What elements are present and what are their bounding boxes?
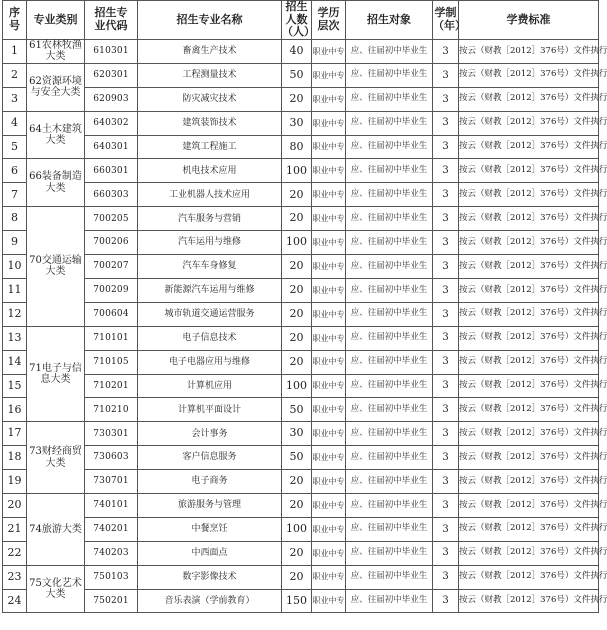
enrollment-count: 80 bbox=[282, 135, 312, 159]
education-level: 职业中专 bbox=[312, 326, 346, 350]
major-code: 700604 bbox=[85, 302, 138, 326]
major-code: 710105 bbox=[85, 350, 138, 374]
tuition-standard: 按云（财教［2012］376号）文件执行 bbox=[459, 87, 599, 111]
study-years: 3 bbox=[433, 111, 459, 135]
row-number: 18 bbox=[3, 446, 27, 470]
row-number: 21 bbox=[3, 517, 27, 541]
table-row bbox=[3, 398, 599, 422]
education-level: 职业中专 bbox=[312, 111, 346, 135]
education-level: 职业中专 bbox=[312, 231, 346, 255]
enrollment-count: 20 bbox=[282, 302, 312, 326]
study-years: 3 bbox=[433, 493, 459, 517]
row-number: 13 bbox=[3, 326, 27, 350]
enrollment-count: 30 bbox=[282, 111, 312, 135]
major-name: 防灾减灾技术 bbox=[138, 87, 282, 111]
tuition-standard: 按云（财教［2012］376号）文件执行 bbox=[459, 135, 599, 159]
table-row bbox=[3, 255, 599, 279]
row-number: 19 bbox=[3, 470, 27, 494]
major-name: 客户信息服务 bbox=[138, 446, 282, 470]
education-level: 职业中专 bbox=[312, 422, 346, 446]
enrollment-count: 30 bbox=[282, 422, 312, 446]
education-level: 职业中专 bbox=[312, 207, 346, 231]
study-years: 3 bbox=[433, 183, 459, 207]
study-years: 3 bbox=[433, 422, 459, 446]
education-level: 职业中专 bbox=[312, 589, 346, 613]
table-row bbox=[3, 541, 599, 565]
major-name: 中西面点 bbox=[138, 541, 282, 565]
enrollment-target: 应、往届初中毕业生 bbox=[346, 470, 433, 494]
study-years: 3 bbox=[433, 374, 459, 398]
header-years: 学制 （年） bbox=[433, 1, 459, 40]
education-level: 职业中专 bbox=[312, 517, 346, 541]
tuition-standard: 按云（财教［2012］376号）文件执行 bbox=[459, 159, 599, 183]
enrollment-target: 应、往届初中毕业生 bbox=[346, 278, 433, 302]
tuition-standard: 按云（财教［2012］376号）文件执行 bbox=[459, 493, 599, 517]
enrollment-target: 应、往届初中毕业生 bbox=[346, 159, 433, 183]
table-row bbox=[3, 231, 599, 255]
major-code: 710201 bbox=[85, 374, 138, 398]
tuition-standard: 按云（财教［2012］376号）文件执行 bbox=[459, 565, 599, 589]
study-years: 3 bbox=[433, 350, 459, 374]
row-number: 11 bbox=[3, 278, 27, 302]
major-code: 700209 bbox=[85, 278, 138, 302]
tuition-standard: 按云（财教［2012］376号）文件执行 bbox=[459, 350, 599, 374]
education-level: 职业中专 bbox=[312, 350, 346, 374]
enrollment-count: 150 bbox=[282, 589, 312, 613]
major-name: 汽车服务与营销 bbox=[138, 207, 282, 231]
major-name: 工业机器人技术应用 bbox=[138, 183, 282, 207]
enrollment-target: 应、往届初中毕业生 bbox=[346, 231, 433, 255]
enrollment-target: 应、往届初中毕业生 bbox=[346, 517, 433, 541]
enrollment-count: 100 bbox=[282, 159, 312, 183]
row-number: 17 bbox=[3, 422, 27, 446]
study-years: 3 bbox=[433, 326, 459, 350]
major-name: 建筑装饰技术 bbox=[138, 111, 282, 135]
enrollment-table bbox=[2, 0, 607, 613]
header-name: 招生专业名称 bbox=[138, 1, 282, 40]
tuition-standard: 按云（财教［2012］376号）文件执行 bbox=[459, 207, 599, 231]
tuition-standard: 按云（财教［2012］376号）文件执行 bbox=[459, 302, 599, 326]
table-row bbox=[3, 374, 599, 398]
enrollment-count: 20 bbox=[282, 278, 312, 302]
enrollment-count: 20 bbox=[282, 207, 312, 231]
study-years: 3 bbox=[433, 135, 459, 159]
row-number: 12 bbox=[3, 302, 27, 326]
tuition-standard: 按云（财教［2012］376号）文件执行 bbox=[459, 326, 599, 350]
major-code: 610301 bbox=[85, 39, 138, 63]
enrollment-target: 应、往届初中毕业生 bbox=[346, 326, 433, 350]
education-level: 职业中专 bbox=[312, 63, 346, 87]
major-code: 640301 bbox=[85, 135, 138, 159]
major-name: 电子商务 bbox=[138, 470, 282, 494]
enrollment-count: 40 bbox=[282, 39, 312, 63]
enrollment-count: 20 bbox=[282, 541, 312, 565]
row-number: 8 bbox=[3, 207, 27, 231]
study-years: 3 bbox=[433, 517, 459, 541]
study-years: 3 bbox=[433, 207, 459, 231]
header-count: 招生 人数 （人） bbox=[282, 0, 315, 39]
enrollment-count: 20 bbox=[282, 493, 312, 517]
enrollment-count: 20 bbox=[282, 183, 312, 207]
education-level: 职业中专 bbox=[312, 183, 346, 207]
enrollment-target: 应、往届初中毕业生 bbox=[346, 183, 433, 207]
enrollment-count: 20 bbox=[282, 87, 312, 111]
enrollment-target: 应、往届初中毕业生 bbox=[346, 87, 433, 111]
major-name: 音乐表演（学前教育） bbox=[138, 589, 282, 613]
major-name: 计算机应用 bbox=[138, 374, 282, 398]
education-level: 职业中专 bbox=[312, 278, 346, 302]
study-years: 3 bbox=[433, 159, 459, 183]
row-number: 20 bbox=[3, 493, 27, 517]
major-name: 电子信息技术 bbox=[138, 326, 282, 350]
category-cell: 74旅游大类 bbox=[27, 493, 85, 565]
row-number: 3 bbox=[3, 87, 27, 111]
table-row bbox=[3, 159, 599, 183]
category-cell: 66装备制造大类 bbox=[27, 159, 85, 207]
study-years: 3 bbox=[433, 565, 459, 589]
tuition-standard: 按云（财教［2012］376号）文件执行 bbox=[459, 278, 599, 302]
major-code: 700205 bbox=[85, 207, 138, 231]
category-cell: 61农林牧渔大类 bbox=[27, 39, 85, 63]
tuition-standard: 按云（财教［2012］376号）文件执行 bbox=[459, 422, 599, 446]
major-name: 建筑工程施工 bbox=[138, 135, 282, 159]
enrollment-count: 100 bbox=[282, 231, 312, 255]
category-cell: 75文化艺术大类 bbox=[27, 565, 85, 613]
table-row bbox=[3, 350, 599, 374]
major-code: 620301 bbox=[85, 63, 138, 87]
tuition-standard: 按云（财教［2012］376号）文件执行 bbox=[459, 470, 599, 494]
table-row bbox=[3, 87, 599, 111]
enrollment-count: 50 bbox=[282, 398, 312, 422]
table-row bbox=[3, 470, 599, 494]
header-fee: 学费标准 bbox=[459, 1, 599, 40]
education-level: 职业中专 bbox=[312, 135, 346, 159]
category-cell: 62资源环境与安全大类 bbox=[27, 63, 85, 111]
major-name: 新能源汽车运用与维修 bbox=[138, 278, 282, 302]
row-number: 6 bbox=[3, 159, 27, 183]
tuition-standard: 按云（财教［2012］376号）文件执行 bbox=[459, 231, 599, 255]
row-number: 16 bbox=[3, 398, 27, 422]
major-name: 城市轨道交通运营服务 bbox=[138, 302, 282, 326]
enrollment-target: 应、往届初中毕业生 bbox=[346, 541, 433, 565]
row-number: 23 bbox=[3, 565, 27, 589]
major-code: 640302 bbox=[85, 111, 138, 135]
study-years: 3 bbox=[433, 470, 459, 494]
education-level: 职业中专 bbox=[312, 446, 346, 470]
major-code: 740203 bbox=[85, 541, 138, 565]
study-years: 3 bbox=[433, 255, 459, 279]
study-years: 3 bbox=[433, 278, 459, 302]
enrollment-count: 20 bbox=[282, 326, 312, 350]
education-level: 职业中专 bbox=[312, 398, 346, 422]
major-code: 710210 bbox=[85, 398, 138, 422]
tuition-standard: 按云（财教［2012］376号）文件执行 bbox=[459, 374, 599, 398]
study-years: 3 bbox=[433, 589, 459, 613]
study-years: 3 bbox=[433, 446, 459, 470]
tuition-standard: 按云（财教［2012］376号）文件执行 bbox=[459, 63, 599, 87]
major-code: 750103 bbox=[85, 565, 138, 589]
table-row bbox=[3, 422, 599, 446]
table-row bbox=[3, 589, 599, 613]
enrollment-count: 50 bbox=[282, 63, 312, 87]
study-years: 3 bbox=[433, 302, 459, 326]
header-level: 学历 层次 bbox=[312, 1, 346, 40]
education-level: 职业中专 bbox=[312, 374, 346, 398]
major-name: 汽车运用与维修 bbox=[138, 231, 282, 255]
enrollment-target: 应、往届初中毕业生 bbox=[346, 135, 433, 159]
major-name: 数字影像技术 bbox=[138, 565, 282, 589]
education-level: 职业中专 bbox=[312, 87, 346, 111]
table-row bbox=[3, 111, 599, 135]
major-code: 740101 bbox=[85, 493, 138, 517]
major-code: 740201 bbox=[85, 517, 138, 541]
major-code: 620903 bbox=[85, 87, 138, 111]
enrollment-target: 应、往届初中毕业生 bbox=[346, 111, 433, 135]
row-number: 7 bbox=[3, 183, 27, 207]
study-years: 3 bbox=[433, 541, 459, 565]
row-number: 24 bbox=[3, 589, 27, 613]
tuition-standard: 按云（财教［2012］376号）文件执行 bbox=[459, 39, 599, 63]
major-name: 电子电器应用与维修 bbox=[138, 350, 282, 374]
major-code: 750201 bbox=[85, 589, 138, 613]
table-row bbox=[3, 135, 599, 159]
education-level: 职业中专 bbox=[312, 159, 346, 183]
major-name: 旅游服务与管理 bbox=[138, 493, 282, 517]
education-level: 职业中专 bbox=[312, 541, 346, 565]
enrollment-count: 20 bbox=[282, 255, 312, 279]
table-row bbox=[3, 39, 599, 63]
major-name: 中餐烹饪 bbox=[138, 517, 282, 541]
education-level: 职业中专 bbox=[312, 302, 346, 326]
table-row bbox=[3, 326, 599, 350]
tuition-standard: 按云（财教［2012］376号）文件执行 bbox=[459, 111, 599, 135]
table-row bbox=[3, 493, 599, 517]
enrollment-target: 应、往届初中毕业生 bbox=[346, 589, 433, 613]
table-row bbox=[3, 63, 599, 87]
enrollment-target: 应、往届初中毕业生 bbox=[346, 565, 433, 589]
major-name: 畜禽生产技术 bbox=[138, 39, 282, 63]
category-cell: 71电子与信息大类 bbox=[27, 326, 85, 422]
header-category: 专业类别 bbox=[27, 1, 85, 40]
enrollment-target: 应、往届初中毕业生 bbox=[346, 255, 433, 279]
enrollment-count: 20 bbox=[282, 350, 312, 374]
row-number: 15 bbox=[3, 374, 27, 398]
row-number: 10 bbox=[3, 255, 27, 279]
education-level: 职业中专 bbox=[312, 493, 346, 517]
row-number: 14 bbox=[3, 350, 27, 374]
enrollment-target: 应、往届初中毕业生 bbox=[346, 398, 433, 422]
enrollment-target: 应、往届初中毕业生 bbox=[346, 39, 433, 63]
study-years: 3 bbox=[433, 39, 459, 63]
row-number: 2 bbox=[3, 63, 27, 87]
enrollment-count: 100 bbox=[282, 374, 312, 398]
education-level: 职业中专 bbox=[312, 39, 346, 63]
tuition-standard: 按云（财教［2012］376号）文件执行 bbox=[459, 183, 599, 207]
major-name: 工程测量技术 bbox=[138, 63, 282, 87]
education-level: 职业中专 bbox=[312, 255, 346, 279]
enrollment-target: 应、往届初中毕业生 bbox=[346, 207, 433, 231]
table-row bbox=[3, 183, 599, 207]
tuition-standard: 按云（财教［2012］376号）文件执行 bbox=[459, 398, 599, 422]
category-cell: 73财经商贸大类 bbox=[27, 422, 85, 494]
table-row bbox=[3, 207, 599, 231]
tuition-standard: 按云（财教［2012］376号）文件执行 bbox=[459, 589, 599, 613]
major-code: 730701 bbox=[85, 470, 138, 494]
enrollment-target: 应、往届初中毕业生 bbox=[346, 374, 433, 398]
major-code: 660303 bbox=[85, 183, 138, 207]
enrollment-target: 应、往届初中毕业生 bbox=[346, 422, 433, 446]
header-code: 招生专 业代码 bbox=[85, 1, 138, 40]
table-row bbox=[3, 446, 599, 470]
enrollment-count: 50 bbox=[282, 446, 312, 470]
major-code: 660301 bbox=[85, 159, 138, 183]
education-level: 职业中专 bbox=[312, 565, 346, 589]
study-years: 3 bbox=[433, 63, 459, 87]
study-years: 3 bbox=[433, 87, 459, 111]
row-number: 4 bbox=[3, 111, 27, 135]
table-row bbox=[3, 278, 599, 302]
major-name: 汽车车身修复 bbox=[138, 255, 282, 279]
row-number: 22 bbox=[3, 541, 27, 565]
tuition-standard: 按云（财教［2012］376号）文件执行 bbox=[459, 541, 599, 565]
enrollment-count: 20 bbox=[282, 470, 312, 494]
major-code: 700206 bbox=[85, 231, 138, 255]
study-years: 3 bbox=[433, 398, 459, 422]
header-row bbox=[3, 1, 599, 40]
major-name: 计算机平面设计 bbox=[138, 398, 282, 422]
tuition-standard: 按云（财教［2012］376号）文件执行 bbox=[459, 446, 599, 470]
row-number: 5 bbox=[3, 135, 27, 159]
major-name: 会计事务 bbox=[138, 422, 282, 446]
table-row bbox=[3, 517, 599, 541]
enrollment-target: 应、往届初中毕业生 bbox=[346, 302, 433, 326]
table-row bbox=[3, 565, 599, 589]
header-no: 序 号 bbox=[3, 1, 27, 40]
enrollment-target: 应、往届初中毕业生 bbox=[346, 493, 433, 517]
study-years: 3 bbox=[433, 231, 459, 255]
table-body bbox=[3, 39, 607, 612]
major-code: 730603 bbox=[85, 446, 138, 470]
tuition-standard: 按云（财教［2012］376号）文件执行 bbox=[459, 517, 599, 541]
major-code: 730301 bbox=[85, 422, 138, 446]
enrollment-document bbox=[2, 0, 607, 630]
enrollment-count: 20 bbox=[282, 565, 312, 589]
header-target: 招生对象 bbox=[346, 1, 433, 40]
major-code: 700207 bbox=[85, 255, 138, 279]
enrollment-count: 100 bbox=[282, 517, 312, 541]
tuition-standard: 按云（财教［2012］376号）文件执行 bbox=[459, 255, 599, 279]
enrollment-target: 应、往届初中毕业生 bbox=[346, 446, 433, 470]
enrollment-target: 应、往届初中毕业生 bbox=[346, 350, 433, 374]
table-row bbox=[3, 302, 599, 326]
major-code: 710101 bbox=[85, 326, 138, 350]
row-number: 9 bbox=[3, 231, 27, 255]
category-cell: 70交通运输大类 bbox=[27, 207, 85, 326]
enrollment-target: 应、往届初中毕业生 bbox=[346, 63, 433, 87]
education-level: 职业中专 bbox=[312, 470, 346, 494]
row-number: 1 bbox=[3, 39, 27, 63]
major-name: 机电技术应用 bbox=[138, 159, 282, 183]
category-cell: 64土木建筑大类 bbox=[27, 111, 85, 159]
